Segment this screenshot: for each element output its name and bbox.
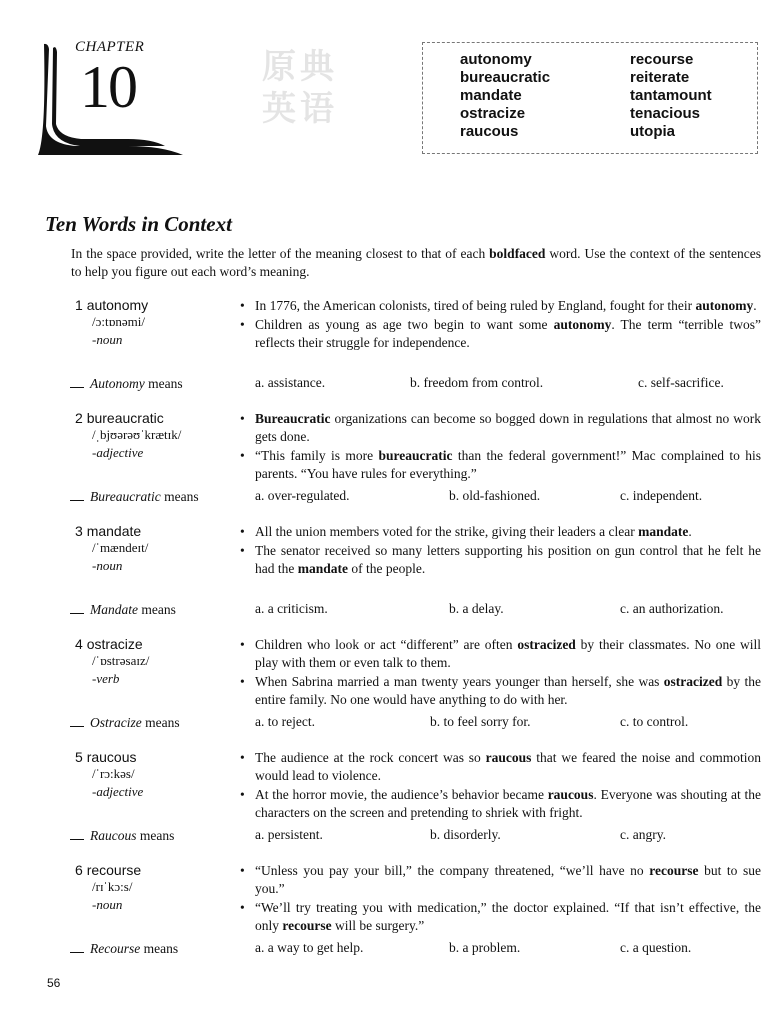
- chapter-number: 10: [80, 54, 136, 120]
- entry-word: recourse: [86, 862, 142, 878]
- context-sentences: [240, 749, 761, 823]
- bullet-icon: •: [240, 750, 245, 765]
- answer-blank[interactable]: [70, 601, 84, 614]
- option-b: b. to feel sorry for.: [430, 714, 531, 729]
- word-entry: [0, 862, 768, 974]
- entry-number: 2: [75, 410, 83, 426]
- context-sentence: [240, 542, 761, 578]
- bullet-icon: •: [240, 524, 245, 539]
- watermark: [262, 46, 422, 156]
- word-list-item: raucous: [460, 123, 519, 140]
- section-title: Ten Words in Context: [45, 212, 232, 236]
- entry-heading: [75, 297, 148, 313]
- means-prompt: [70, 375, 183, 392]
- entry-heading: [75, 749, 137, 765]
- means-word: Recourse: [90, 941, 141, 956]
- instructions: [71, 245, 761, 281]
- sentence-bold-word: raucous: [485, 750, 532, 765]
- context-sentences: [240, 523, 761, 579]
- sentence-text: but to sue you.”: [255, 863, 761, 896]
- entry-number: 6: [75, 862, 83, 878]
- bullet-icon: •: [240, 411, 245, 426]
- means-word: Raucous: [90, 828, 137, 843]
- word-entry: [0, 749, 768, 861]
- sentence-text: that we feared the noise and commotion would lead to violence.: [255, 750, 761, 783]
- option-b: b. freedom from control.: [410, 375, 544, 390]
- sentence-text: “Unless you pay your bill,” the company threatened, “we’ll have no: [255, 863, 650, 878]
- watermark-line: 英语: [262, 89, 338, 129]
- part-of-speech: -noun: [92, 897, 123, 912]
- context-sentences: [240, 636, 761, 710]
- entry-number: 1: [75, 297, 83, 313]
- bullet-icon: •: [240, 317, 245, 332]
- means-label: means: [138, 602, 176, 617]
- sentence-text: When Sabrina married a man twenty years younger than herself, she was: [255, 674, 664, 689]
- bullet-icon: •: [240, 543, 245, 558]
- means-prompt: [70, 488, 199, 505]
- option-b: b. a delay.: [449, 601, 504, 616]
- entry-heading: [75, 523, 141, 539]
- means-prompt: [70, 827, 174, 844]
- word-list-item: recourse: [630, 51, 694, 68]
- means-label: means: [140, 941, 179, 956]
- context-sentence: [240, 862, 761, 898]
- answer-blank[interactable]: [70, 375, 84, 388]
- bullet-icon: •: [240, 298, 245, 313]
- entry-heading: [75, 636, 143, 652]
- sentence-bold-word: autonomy: [553, 317, 612, 332]
- entry-word: autonomy: [86, 297, 149, 313]
- answer-blank[interactable]: [70, 940, 84, 953]
- pronunciation: /ˌbjʊərəʊˈkrætɪk/: [92, 427, 182, 442]
- sentence-text: “We’ll try treating you with medication,” the doctor explained. “If that isn’t effective, the only: [255, 900, 761, 933]
- answer-blank[interactable]: [70, 827, 84, 840]
- word-list-item: reiterate: [630, 69, 690, 86]
- bullet-icon: •: [240, 448, 245, 463]
- sentence-text: .: [688, 524, 692, 539]
- means-word: Autonomy: [90, 376, 145, 391]
- option-c: c. independent.: [620, 488, 703, 503]
- sentence-text: . The term “terrible twos” reflects their struggle for independence.: [255, 317, 761, 350]
- option-c: c. to control.: [620, 714, 689, 729]
- sentence-bold-word: recourse: [649, 863, 699, 878]
- bullet-icon: •: [240, 674, 245, 689]
- entry-number: 3: [75, 523, 83, 539]
- pronunciation: /ˈmændeɪt/: [92, 540, 149, 555]
- word-list-item: autonomy: [460, 51, 532, 68]
- means-word: Bureaucratic: [90, 489, 161, 504]
- part-of-speech: -verb: [92, 671, 120, 686]
- option-a: a. over-regulated.: [255, 488, 350, 503]
- pronunciation: /ˈɒstrəsaɪz/: [92, 653, 150, 668]
- entry-number: 5: [75, 749, 83, 765]
- sentence-text: will be surgery.”: [331, 918, 425, 933]
- pronunciation: /rɪˈkɔ:s/: [92, 879, 133, 894]
- bullet-icon: •: [240, 637, 245, 652]
- sentence-text: than the federal government!” Mac complained to his parents. “You have rules for everything.”: [255, 448, 761, 481]
- chapter-label: CHAPTER: [75, 39, 145, 55]
- pronunciation: /ɔ:tɒnəmi/: [92, 314, 146, 329]
- means-word: Mandate: [90, 602, 138, 617]
- means-label: means: [141, 715, 180, 730]
- word-entry: [0, 297, 768, 409]
- part-of-speech: -noun: [92, 332, 123, 347]
- sentence-text: In 1776, the American colonists, tired of being ruled by England, fought for their: [255, 298, 696, 313]
- context-sentences: [240, 297, 761, 353]
- sentence-text: .: [753, 298, 757, 313]
- word-list-item: bureaucratic: [460, 69, 551, 86]
- sentence-bold-word: Bureaucratic: [255, 411, 331, 426]
- entry-word: ostracize: [86, 636, 143, 652]
- word-list-item: ostracize: [460, 105, 526, 122]
- context-sentence: [240, 899, 761, 935]
- sentence-text: The senator received so many letters supporting his position on gun control that he felt he had the: [255, 543, 761, 576]
- option-a: a. assistance.: [255, 375, 326, 390]
- sentence-text: of the people.: [348, 561, 426, 576]
- context-sentence: [240, 316, 761, 352]
- sentence-bold-word: mandate: [297, 561, 348, 576]
- sentence-text: by their classmates. No one will play with them or even talk to them.: [255, 637, 761, 670]
- bullet-icon: •: [240, 900, 245, 915]
- sentence-text: Children as young as age two begin to want some: [255, 317, 554, 332]
- entry-number: 4: [75, 636, 83, 652]
- instructions-text: In the space provided, write the letter of the meaning closest to that of each: [71, 246, 490, 261]
- word-list-item: tantamount: [630, 87, 712, 104]
- instructions-bold: boldfaced: [489, 246, 546, 261]
- sentence-text: . Everyone was shouting at the characters on the screen and pretending to shriek with fright.: [255, 787, 761, 820]
- context-sentence: [240, 410, 761, 446]
- sentence-bold-word: recourse: [282, 918, 332, 933]
- context-sentences: [240, 862, 761, 936]
- word-list-item: tenacious: [630, 105, 701, 122]
- entry-word: bureaucratic: [86, 410, 164, 426]
- option-a: a. to reject.: [255, 714, 315, 729]
- part-of-speech: -adjective: [92, 445, 144, 460]
- sentence-text: All the union members voted for the strike, giving their leaders a clear: [255, 524, 639, 539]
- sentence-text: by the entire family. No one would have anything to do with her.: [255, 674, 761, 707]
- context-sentence: [240, 749, 761, 785]
- option-b: b. old-fashioned.: [449, 488, 541, 503]
- pronunciation: /ˈrɔ:kəs/: [92, 766, 135, 781]
- word-list-box: [422, 42, 758, 154]
- bullet-icon: •: [240, 787, 245, 802]
- instructions-text: word. Use the context of the sentences to help you figure out each word’s meaning.: [71, 246, 761, 279]
- sentence-bold-word: autonomy: [695, 298, 754, 313]
- entry-word: raucous: [86, 749, 137, 765]
- option-a: a. a way to get help.: [255, 940, 364, 955]
- watermark-line: 原典: [262, 47, 338, 87]
- answer-blank[interactable]: [70, 714, 84, 727]
- option-b: b. a problem.: [449, 940, 521, 955]
- word-list-item: mandate: [460, 87, 522, 104]
- option-c: c. a question.: [620, 940, 692, 955]
- context-sentence: [240, 447, 761, 483]
- bullet-icon: •: [240, 863, 245, 878]
- means-prompt: [70, 714, 180, 731]
- option-b: b. disorderly.: [430, 827, 501, 842]
- sentence-text: organizations can become so bogged down in regulations that almost no work gets done.: [255, 411, 761, 444]
- word-list-column-2: [630, 51, 712, 141]
- context-sentence: [240, 786, 761, 822]
- option-c: c. self-sacrifice.: [638, 375, 724, 390]
- word-entry: [0, 523, 768, 635]
- entry-heading: [75, 410, 164, 426]
- part-of-speech: -noun: [92, 558, 123, 573]
- means-word: Ostracize: [90, 715, 142, 730]
- option-c: c. angry.: [620, 827, 666, 842]
- entry-heading: [75, 862, 141, 878]
- entry-word: mandate: [86, 523, 142, 539]
- sentence-text: At the horror movie, the audience’s behavior became: [255, 787, 548, 802]
- context-sentences: [240, 410, 761, 484]
- sentence-bold-word: ostracized: [517, 637, 576, 652]
- answer-blank[interactable]: [70, 488, 84, 501]
- page-number: 56: [47, 976, 61, 990]
- sentence-text: Children who look or act “different” are often: [255, 637, 518, 652]
- option-a: a. a criticism.: [255, 601, 328, 616]
- word-list-item: utopia: [630, 123, 675, 140]
- means-label: means: [144, 376, 183, 391]
- context-sentence: [240, 523, 761, 541]
- sentence-bold-word: raucous: [547, 787, 594, 802]
- sentence-bold-word: ostracized: [663, 674, 723, 689]
- context-sentence: [240, 673, 761, 709]
- word-entry: [0, 410, 768, 522]
- context-sentence: [240, 636, 761, 672]
- means-prompt: [70, 940, 178, 957]
- context-sentence: [240, 297, 761, 315]
- word-list-column-1: [460, 51, 550, 141]
- word-entry: [0, 636, 768, 748]
- option-c: c. an authorization.: [620, 601, 724, 616]
- sentence-bold-word: bureaucratic: [378, 448, 453, 463]
- means-label: means: [136, 828, 175, 843]
- option-a: a. persistent.: [255, 827, 323, 842]
- part-of-speech: -adjective: [92, 784, 144, 799]
- means-label: means: [160, 489, 199, 504]
- sentence-text: “This family is more: [255, 448, 379, 463]
- means-prompt: [70, 601, 176, 618]
- sentence-bold-word: mandate: [638, 524, 689, 539]
- sentence-text: The audience at the rock concert was so: [255, 750, 486, 765]
